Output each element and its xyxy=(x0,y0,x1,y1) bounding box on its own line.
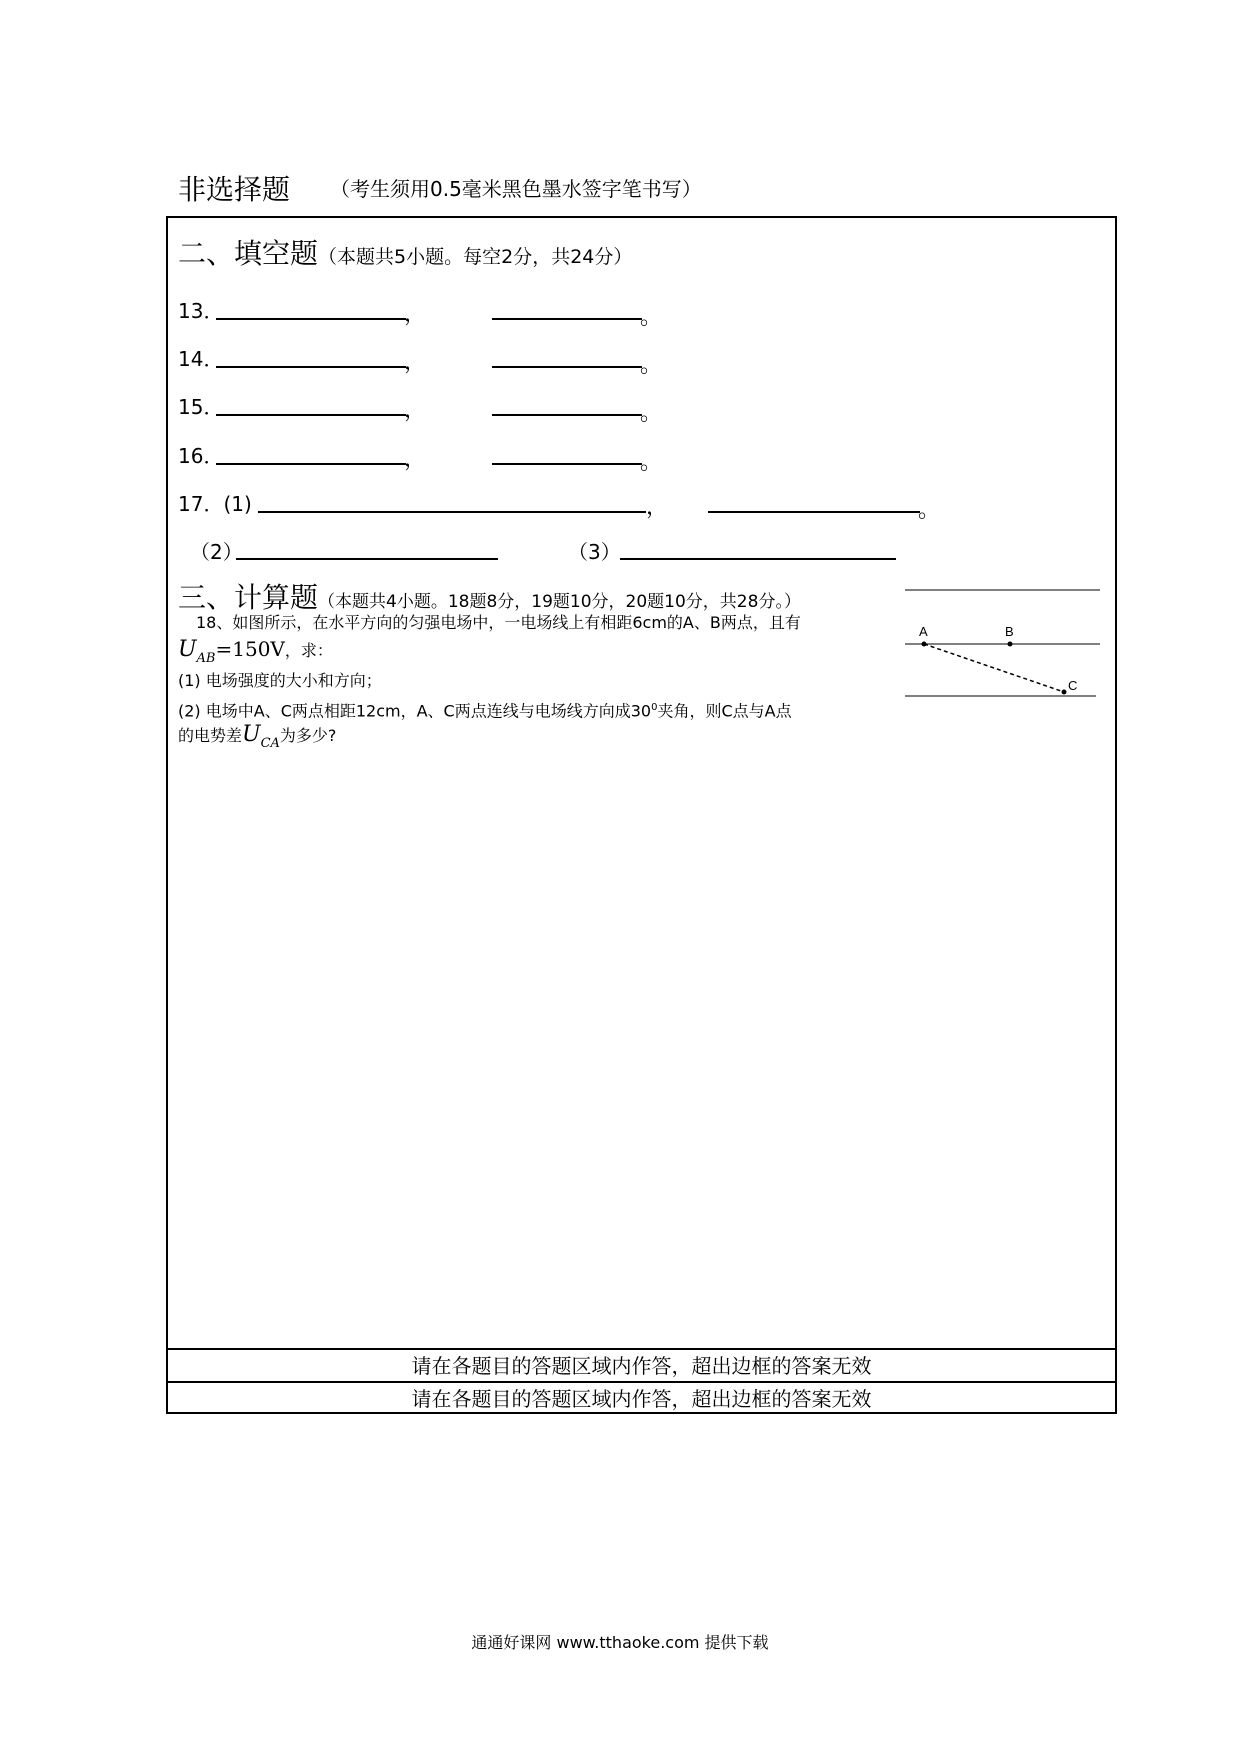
segment-ac xyxy=(924,644,1064,692)
section2-heading xyxy=(178,232,632,272)
formula-u-subscript: AB xyxy=(196,651,216,666)
question-16-number: 16． xyxy=(178,444,224,468)
question-14-period: 。 xyxy=(640,353,663,378)
part2-text-b: 夹角，则C点与A点 xyxy=(657,701,792,721)
part3-text-a: 的电势差 xyxy=(178,726,243,745)
question-17-part3-label: （3） xyxy=(568,540,621,564)
question-17-period: 。 xyxy=(918,498,941,523)
question-14-blank-2[interactable] xyxy=(492,366,642,368)
question-16-comma: ， xyxy=(404,447,427,472)
question-13-period: 。 xyxy=(640,305,663,330)
label-c: C xyxy=(1068,678,1078,693)
point-a xyxy=(922,642,927,647)
label-a: A xyxy=(919,624,928,639)
part2-text-a: (2) 电场中A、C两点相距12cm，A、C两点连线与电场线方向成30 xyxy=(178,701,652,721)
label-b: B xyxy=(1005,624,1014,639)
section2-title: 二、填空题 xyxy=(178,237,319,270)
question-17-part3-blank[interactable] xyxy=(620,558,896,560)
footer-warning-2: 请在各题目的答题区域内作答，超出边框的答案无效 xyxy=(166,1381,1117,1414)
part2-degree: 0 xyxy=(651,702,658,713)
section2-note: （本题共5小题。每空2分，共24分） xyxy=(318,246,633,268)
formula-u-symbol: U xyxy=(178,637,197,662)
question-16-blank-1[interactable] xyxy=(216,463,406,465)
part3-text-b: 为多少? xyxy=(279,726,337,745)
footer-warning-1: 请在各题目的答题区域内作答，超出边框的答案无效 xyxy=(166,1348,1117,1381)
question-17-comma: ， xyxy=(646,495,669,520)
question-16-blank-2[interactable] xyxy=(492,463,642,465)
question-17-blank-1[interactable] xyxy=(258,511,646,513)
site-footer: 通通好课网 www.tthaoke.com 提供下载 xyxy=(471,1633,769,1652)
question-13-comma: ， xyxy=(404,302,427,327)
question-17-blank-2[interactable] xyxy=(708,511,920,513)
point-c xyxy=(1062,690,1067,695)
point-b xyxy=(1008,642,1013,647)
question-18-formula xyxy=(178,637,333,666)
question-18-part3 xyxy=(178,722,337,751)
question-18-line1: 18、如图所示，在水平方向的匀强电场中，一电场线上有相距6cm的A、B两点，且有 xyxy=(196,613,801,632)
page-title-note: （考生须用0.5毫米黑色墨水签字笔书写） xyxy=(330,177,702,201)
question-16-period: 。 xyxy=(640,450,663,475)
formula-tail: ，求： xyxy=(284,641,333,660)
formula-value: =150V xyxy=(215,637,285,661)
question-14-blank-1[interactable] xyxy=(216,366,406,368)
question-13-number: 13． xyxy=(178,299,224,323)
question-13-blank-1[interactable] xyxy=(216,318,406,320)
question-15-blank-1[interactable] xyxy=(216,414,406,416)
question-14-comma: ， xyxy=(404,350,427,375)
question-18-part1: (1) 电场强度的大小和方向； xyxy=(178,671,382,690)
question-17-part2-blank[interactable] xyxy=(236,558,498,560)
question-13-blank-2[interactable] xyxy=(492,318,642,320)
question-14-number: 14． xyxy=(178,347,224,371)
question-15-comma: ， xyxy=(404,398,427,423)
question-17-number: 17．(1) xyxy=(178,492,252,516)
part3-u-symbol: U xyxy=(242,722,261,747)
question-15-period: 。 xyxy=(640,401,663,426)
question-17-part2-label: （2） xyxy=(190,540,243,564)
question-15-blank-2[interactable] xyxy=(492,414,642,416)
section3-title: 三、计算题 xyxy=(178,581,319,614)
part3-u-subscript: CA xyxy=(260,736,280,751)
section3-note: （本题共4小题。18题8分，19题10分，20题10分，共28分。） xyxy=(318,592,801,612)
electric-field-diagram xyxy=(900,580,1110,710)
page-title: 非选择题 xyxy=(178,173,291,206)
question-15-number: 15． xyxy=(178,395,224,419)
